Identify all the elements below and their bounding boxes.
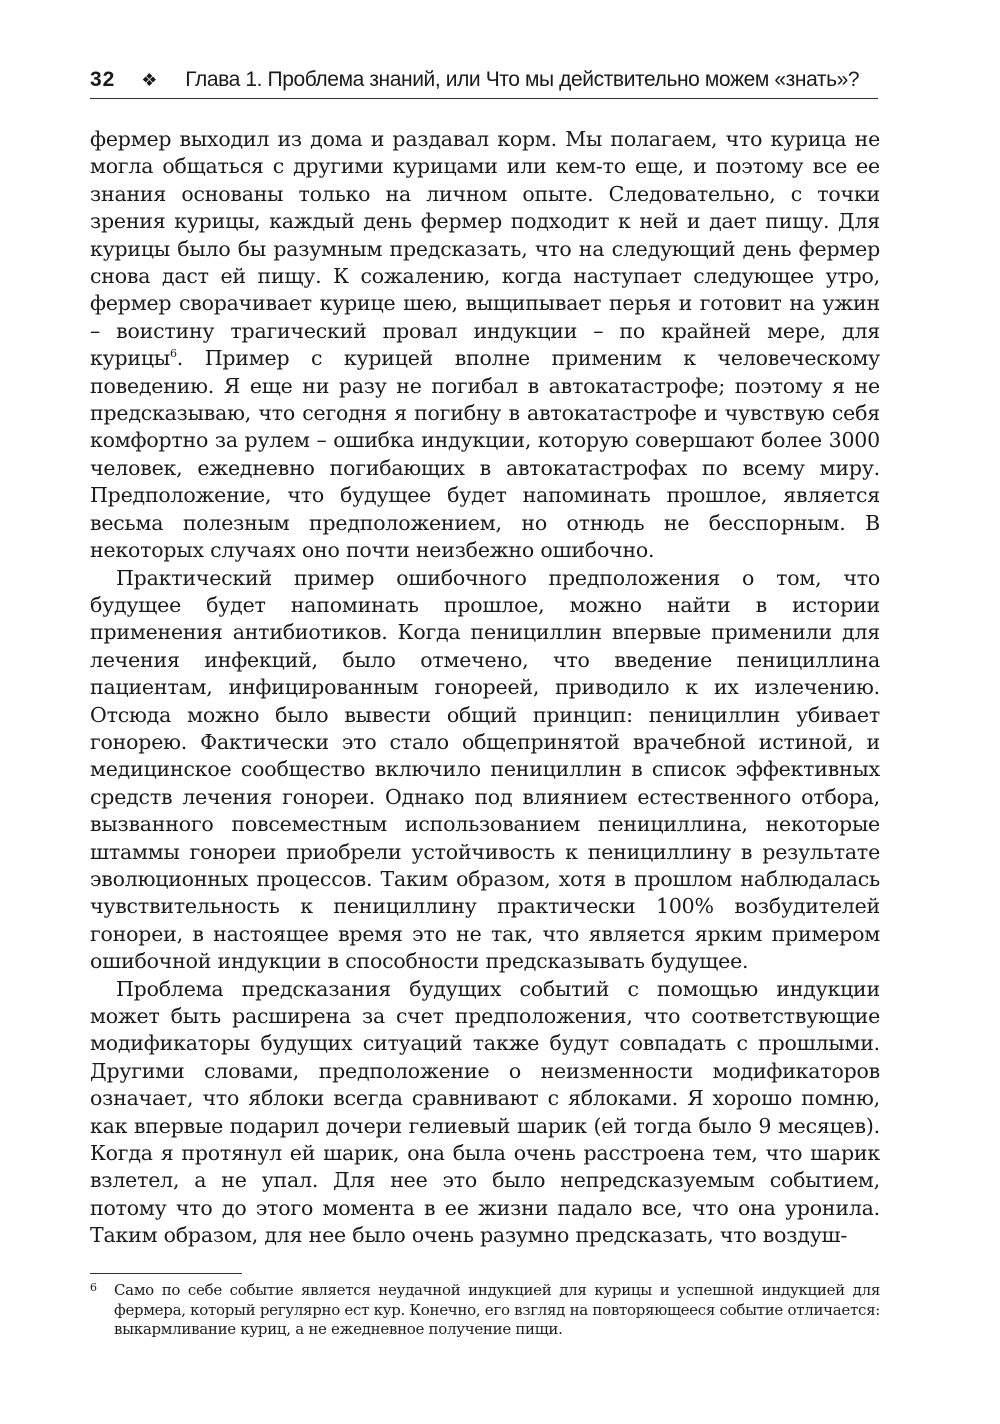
running-header — [90, 66, 878, 99]
paragraph-3: Проблема предсказания будущих событий с помощью индукции может быть расширена за счет предположения, что соответствующие модификаторы будущих ситуаций также будут совпадать с прошлыми. Другими словами, предположение о неизменности модификаторов означает, что яблоки всегда сравнивают с яблоками. Я хорошо помню, как впервые подарил дочери гелиевый шарик (ей тогда было 9 месяцев). Когда я протянул ей шарик, она была очень расстроена тем, что шарик взлетел, а не упал. Для нее это было непредсказуемым событием, потому что до этого момента в ее жизни падало все, что она уронила. Таким образом, для нее было очень разумно предсказать, что воздуш- — [90, 976, 880, 1248]
footnote-mark: 6 — [90, 1281, 97, 1294]
running-title: Глава 1. Проблема знаний, или Что мы действительно можем «знать»? — [185, 68, 860, 91]
paragraph-1 — [90, 126, 880, 565]
footnote-divider — [90, 1273, 242, 1274]
footnote-reference[interactable]: 6 — [169, 347, 177, 361]
main-text — [90, 126, 880, 1250]
footnote — [90, 1281, 880, 1340]
ornament-icon: ❖ — [141, 70, 158, 90]
paragraph-1-text-b: . Пример с курицей вполне применим к человеческому поведению. Я еще ни разу не погибал в автокатастрофе; поэтому я не предсказываю, что сегодня я погибну в автокатастрофе и чувствую себя комфортно за рулем – ошибка индукции, которую совершают более 3000 человек, ежедневно погибающих в автокатастрофах по всему миру. Предположение, что будущее будет напоминать прошлое, является весьма полезным предположением, но отнюдь не бесспорным. В некоторых случаях оно почти неизбежно ошибочно. — [90, 346, 880, 563]
footnote-text: Само по себе событие является неудачной индукцией для курицы и успешной индукцией для фермера, который регулярно ест кур. Конечно, его взгляд на повторяющееся событие отличается: выкармливание куриц, а не ежедневное получение пищи. — [114, 1281, 880, 1338]
page-number: 32 — [90, 68, 116, 91]
paragraph-1-text-a: фермер выходил из дома и раздавал корм. Мы полагаем, что курица не могла общаться с другими курицами или кем-то еще, и поэтому все ее знания основаны только на личном опыте. Следовательно, с точки зрения курицы, каждый день фермер подходит к ней и дает пищу. Для курицы было бы разумным предсказать, что на следующий день фермер снова даст ей пищу. К сожалению, когда наступает следующее утро, фермер сворачивает курице шею, выщипывает перья и готовит на ужин – воистину трагический провал индукции – по крайней мере, для курицы — [90, 127, 880, 371]
paragraph-2: Практический пример ошибочного предположения о том, что будущее будет напоминать прошлое, можно найти в истории применения антибиотиков. Когда пенициллин впервые применили для лечения инфекций, было отмечено, что введение пенициллина пациентам, инфицированным гонореей, приводило к их излечению. Отсюда можно было вывести общий принцип: пенициллин убивает гонорею. Фактически это стало общепринятой врачебной истиной, и медицинское сообщество включило пенициллин в список эффективных средств лечения гонореи. Однако под влиянием естественного отбора, вызванного повсеместным использованием пенициллина, некоторые штаммы гонореи приобрели устойчивость к пенициллину в результате эволюционных процессов. Таким образом, хотя в прошлом наблюдалась чувствительность к пенициллину практически 100% возбудителей гонореи, в настоящее время это не так, что является ярким примером ошибочной индукции в способности предсказывать будущее. — [90, 565, 880, 974]
